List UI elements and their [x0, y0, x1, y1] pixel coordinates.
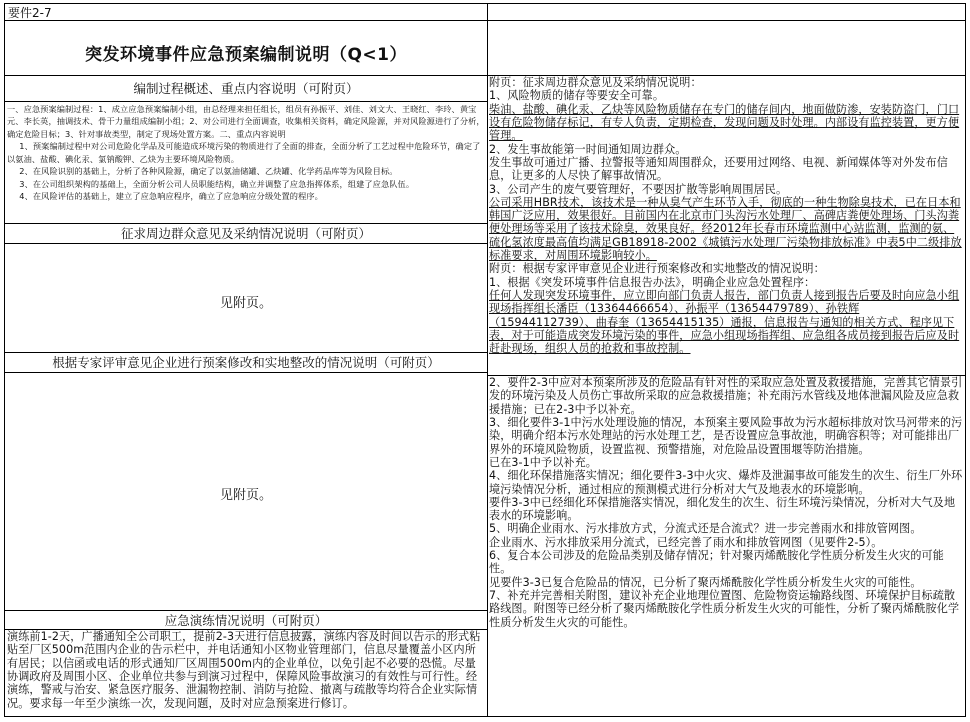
appendix-public-opinion-block — [487, 76, 965, 376]
right-top-empty-cell — [487, 4, 965, 21]
opinion-reply-3: 公司采用HBR技术，该技术是一种从臭气产生环节入手，彻底的一种生物除臭技术，已在日本和韩国广泛应用，效果很好。目前国内在北京市门头沟污水处理厂、高碑店粪便处理场、门头沟粪便处理场等采用了该技术除臭，效果良好。经2012年长春市环境监测中心站监测，监测的氨、硫化氢浓度最高值均满足GB18918-2002《城镇污水处理厂污染物排放标准》中表5中二级排放标准要求，对周围环境影响较小。 — [489, 195, 962, 263]
opinion-item-2: 2、发生事故能第一时间通知周边群众。 — [489, 142, 687, 156]
drill-text: 演练前1-2天，广播通知全公司职工，提前2-3天进行信息披露，演练内容及时间以告示的形式粘贴至厂区500m范围内企业的告示栏中，并电话通知小区物业管理部门，信息尽量覆盖小区内所有居民；以信函或电话的形式通知厂区周围500m内的企业单位，以免引起不必要的恐慌。尽量协调政府及周围小区、企业单位共参与到演习过程中，保障风险事故演习的有效性与可行性。经演练，警戒与治安、紧急医疗服务、泄漏物控制、消防与抢险、撤离与疏散等均符合企业实际情况。要求每一年至少演练一次，发现问题，及时对应急预案进行修订。 — [7, 630, 481, 710]
opinion-item-1: 1、风险物质的储存等要安全可靠。 — [489, 89, 665, 103]
document-page — [4, 3, 966, 717]
review-reply-4: 要件3-3中已经细化环保措施落实情况，细化发生的次生、衍生环境污染情况，分析对大气及地表水的环境影响。 — [489, 495, 956, 523]
annex-label-cell — [5, 4, 487, 21]
right-column — [487, 4, 965, 716]
opinion-reply-2: 发生事故可通过广播、拉警报等通知周围群众，还要用过网络、电视、新闻媒体等对外发布信息，让更多的人尽快了解事故情况。 — [489, 155, 948, 183]
drill-text-block — [5, 630, 487, 716]
review-item-6: 6、复合本公司涉及的危险品类别及储存情况；针对聚丙烯酰胺化学性质分析发生火灾的可能性。 — [489, 549, 944, 576]
section-header-public-opinion: 征求周边群众意见及采纳情况说明（可附页） — [5, 224, 487, 244]
title-cell — [5, 21, 487, 76]
appendix-public-opinion-heading: 附页：征求周边群众意见及采纳情况说明： — [489, 76, 702, 89]
review-reply-5: 企业雨水、污水排放采用分流式，已经完善了雨水和排放管网图（见要件2-5）。 — [489, 535, 883, 549]
review-item-5: 5、明确企业雨水、污水排放方式，分流式还是合流式？进一步完善雨水和排放管网图。 — [489, 522, 922, 536]
public-opinion-body: 见附页。 — [219, 296, 272, 311]
right-title-empty-cell — [487, 21, 965, 76]
public-opinion-body-cell — [5, 244, 487, 353]
opinion-reply-1: 柴油、盐酸、碘化汞、乙炔等风险物质储存在专门的储存间内，地面做防渗，安装防盗门，门口设有危险物储存标记，有专人负责，定期检查，发现问题及时处理。内部设有监控装置，更方便管理。 — [489, 102, 960, 143]
expert-review-body: 见附页。 — [219, 488, 272, 503]
overview-point-4: 4、在风险评估的基础上，建立了应急响应程序，确立了应急响应分级处置的程序。 — [19, 191, 323, 202]
review-item-7: 7、补充并完善相关附图，建议补充企业地理位置图、危险物资运输路线图、环境保护目标疏散路线图。附图等已经分析了聚丙烯酰胺化学性质分析发生火灾的可能性，分析了聚丙烯酰胺化学性质分析发生火灾的可能性。 — [489, 589, 960, 629]
section-header-expert-review: 根据专家评审意见企业进行预案修改和实地整改的情况说明（可附页） — [5, 353, 487, 373]
overview-point-2: 2、在风险识别的基础上，分析了各种风险源，确定了以氨油储罐、乙炔罐、化学药品库等为风险目标。 — [19, 166, 398, 177]
section-header-drill: 应急演练情况说明（可附页） — [5, 611, 487, 630]
overview-point-3: 3、在公司组织架构的基础上，全面分析公司人员职能结构，确立并调整了应急指挥体系，组建了应急队伍。 — [19, 178, 415, 189]
appendix-expert-review-block — [487, 376, 965, 716]
review-reply-1: 任何人发现突发环境事件，应立即向部门负责人报告，部门负责人接到报告后要及时向应急小组现场指挥组长潘臣（13364466654）、孙振平（13654479789）、孙铁辉（15944112739）、曲春奎（13654415135）通报，信息报告与通知的相关方式、程序见下表，对于可能造成突发环境污染的事件，应急小组现场指挥组、应急组各成员接到报告后应及时赶赴现场，组织人员的抢救和事故控制。 — [489, 289, 960, 356]
review-item-1: 1、根据《突发环境事件信息报告办法》，明确企业应急处置程序： — [489, 275, 816, 289]
annex-label: 要件2-7 — [8, 6, 52, 20]
appendix-expert-review-heading: 附页：根据专家评审意见企业进行预案修改和实地整改的情况说明： — [489, 262, 825, 276]
section-header-overview: 编制过程概述、重点内容说明（可附页） — [5, 76, 487, 102]
expert-review-body-cell — [5, 373, 487, 611]
overview-text-block — [5, 102, 487, 224]
left-column — [5, 4, 488, 716]
review-item-3: 3、细化要件3-1中污水处理设施的情况，本预案主要风险事故为污水超标排放对饮马河带来的污染，明确介绍本污水处理站的污水处理工艺，是否设置应急事故池，明确容积等；对可能排出厂界外的环境风险物质，设置监视、预警措施，对危险品设置围堰等防治措施。 — [489, 415, 963, 456]
review-item-4: 4、细化环保措施落实情况；细化要件3-3中火灾、爆炸及泄漏事故可能发生的次生、衍生厂外环境污染情况分析，通过相应的预测模式进行分析对大气及地表水的环境影响。 — [489, 469, 963, 496]
opinion-item-3: 3、公司产生的废气要管理好，不要因扩散等影响周围居民。 — [489, 182, 788, 196]
overview-intro: 一、应急预案编制过程：1、成立应急预案编制小组，由总经理来担任组长，组员有孙振平、刘佳、刘文大、王晓红、李玲、黄宝元、李长英，抽调技术、骨干力量组成编制小组；2、对公司进行全面调查，收集相关资料，确定风险源，并对风险源进行了分析，确定危险目标；3、针对事故类型，制定了现场处置方案。二、重点内容说明 — [7, 104, 485, 139]
page-title: 突发环境事件应急预案编制说明（Q<1） — [84, 45, 408, 65]
overview-point-1: 1、预案编制过程中对公司危险化学品及可能造成环境污染的物质进行了全面的排查，全面分析了工艺过程中危险环节，确定了以氨油、盐酸、碘化汞、氯钠酸钾、乙炔为主要环境风险物质。 — [7, 141, 481, 164]
review-item-2: 2、要件2-3中应对本预案所涉及的危险品有针对性的采取应急处置及救援措施，完善其它情景引发的环境污染及人员伤亡事故所采取的应急救援措施；补充雨污水管线及地体泄漏风险及应急救援措施；已在2-3中予以补充。 — [489, 376, 963, 416]
review-reply-6: 见要件3-3已复合危险品的情况，已分析了聚丙烯酰胺化学性质分析发生火灾的可能性。 — [489, 575, 922, 589]
review-reply-3: 已在3-1中予以补充。 — [489, 455, 597, 469]
